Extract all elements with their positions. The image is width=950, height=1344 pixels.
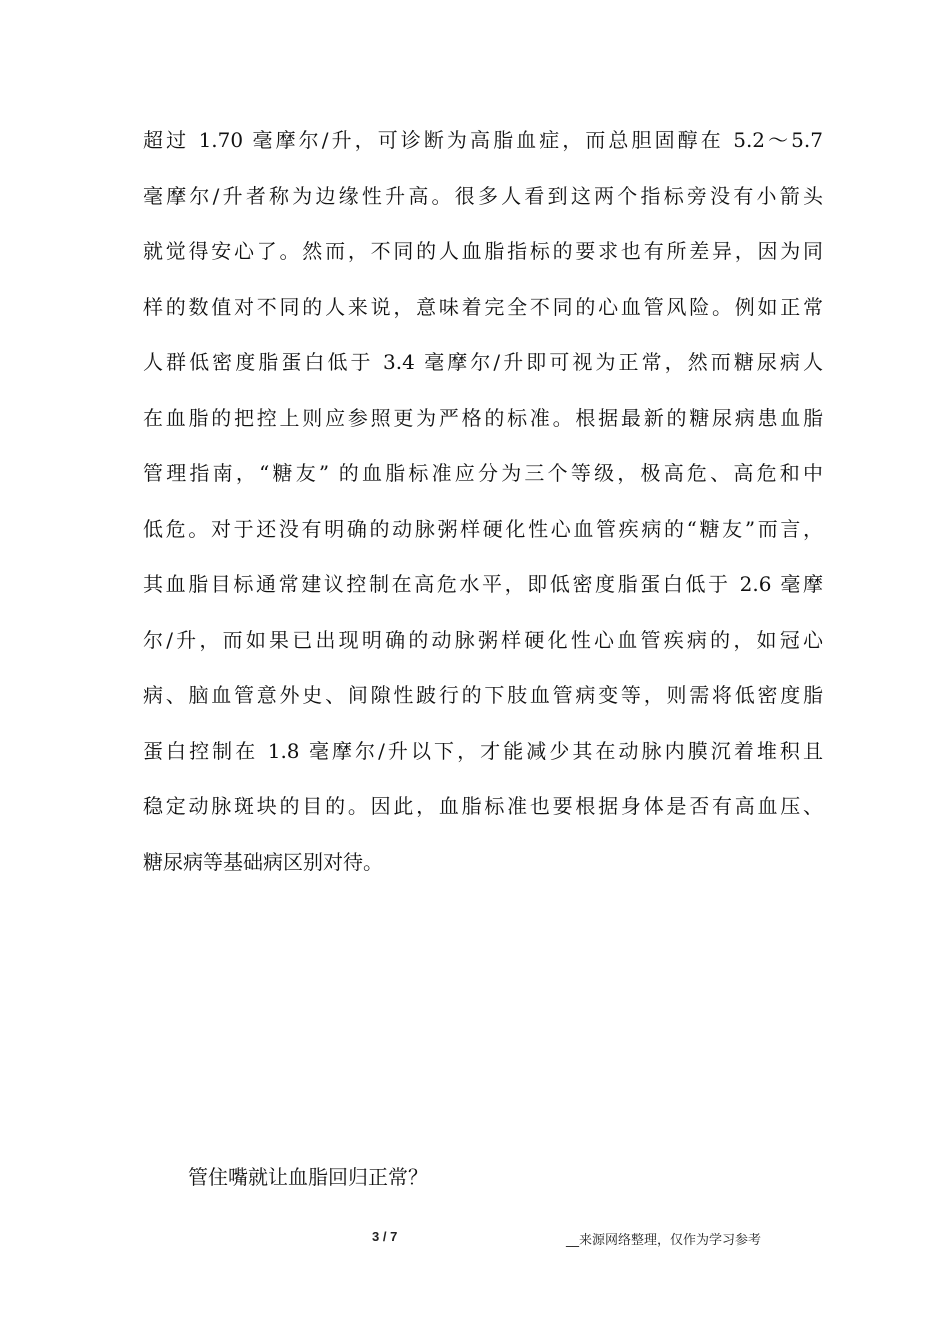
- paragraph-line: 稳定动脉斑块的目的。因此，血脂标准也要根据身体是否有高血压、: [143, 794, 823, 818]
- paragraph-line: 就觉得安心了。然而，不同的人血脂指标的要求也有所差异，因为同: [143, 239, 823, 263]
- paragraph-line: 其血脂目标通常建议控制在高危水平，即低密度脂蛋白低于 2.6 毫摩: [143, 572, 823, 596]
- body-paragraph: [143, 113, 823, 890]
- paragraph-line: 超过 1.70 毫摩尔/升，可诊断为高脂血症，而总胆固醇在 5.2～5.7: [143, 128, 823, 152]
- paragraph-line: 尔/升，而如果已出现明确的动脉粥样硬化性心血管疾病的，如冠心: [143, 627, 823, 652]
- section-heading: 管住嘴就让血脂回归正常？: [188, 1165, 428, 1189]
- paragraph-line: 样的数值对不同的人来说，意味着完全不同的心血管风险。例如正常: [143, 294, 823, 319]
- paragraph-line: 病、脑血管意外史、间隙性跛行的下肢血管病变等，则需将低密度脂: [143, 683, 823, 707]
- page-number: 3 / 7: [372, 1229, 398, 1244]
- paragraph-line: 糖尿病等基础病区别对待。: [143, 849, 383, 874]
- paragraph-line: 管理指南，“糖友” 的血脂标准应分为三个等级，极高危、高危和中: [143, 461, 823, 485]
- source-note: __来源网络整理，仅作为学习参考: [566, 1233, 762, 1248]
- paragraph-line: 毫摩尔/升者称为边缘性升高。很多人看到这两个指标旁没有小箭头: [143, 183, 823, 208]
- paragraph-line: 蛋白控制在 1.8 毫摩尔/升以下，才能减少其在动脉内膜沉着堆积且: [143, 738, 823, 763]
- paragraph-line: 人群低密度脂蛋白低于 3.4 毫摩尔/升即可视为正常，然而糖尿病人: [143, 350, 823, 374]
- paragraph-line: 低危。对于还没有明确的动脉粥样硬化性心血管疾病的“糖友”而言，: [143, 516, 823, 541]
- paragraph-line: 在血脂的把控上则应参照更为严格的标准。根据最新的糖尿病患血脂: [143, 405, 823, 430]
